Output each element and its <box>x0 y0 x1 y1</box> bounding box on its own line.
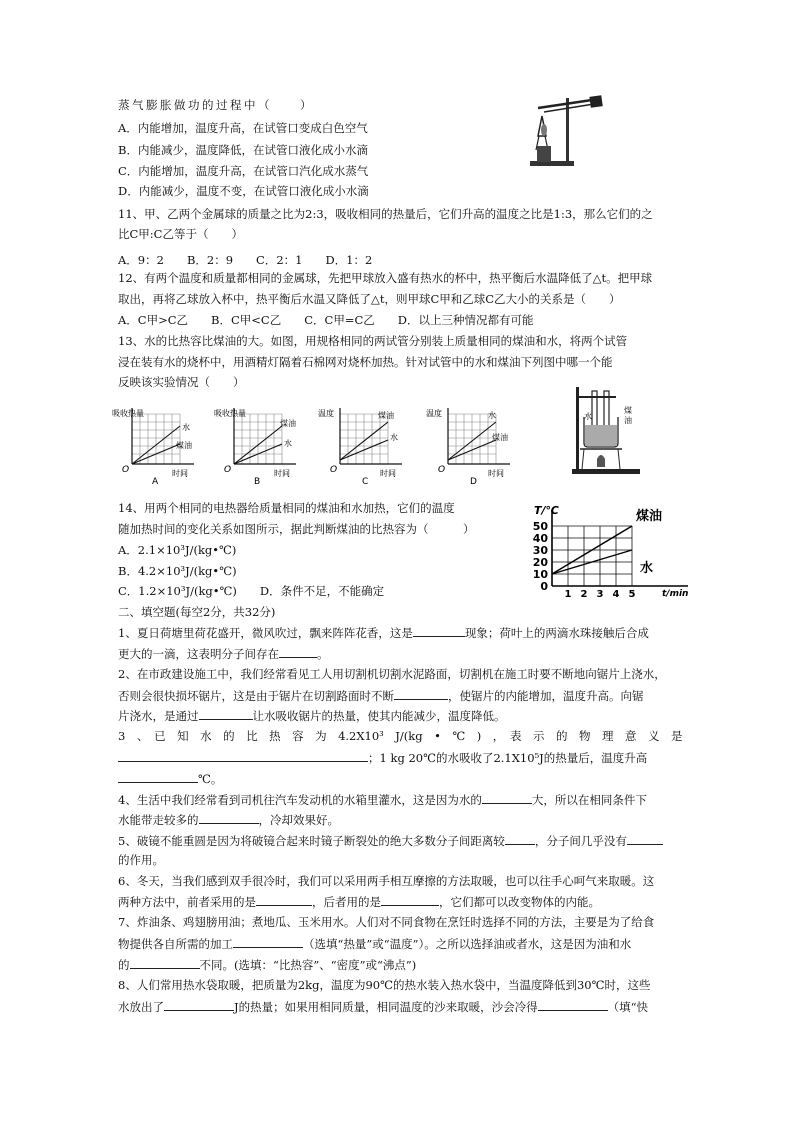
fill-q5-text-b: ，分子间几乎没有 <box>534 834 627 848</box>
q10-option-b: B．内能减少，温度降低，在试管口液化成小水滴 <box>118 143 368 157</box>
fill-q4-text-b: 大，所以在相同条件下 <box>531 793 647 807</box>
q14-option-b: B．4.2×10³J/(kg•℃) <box>118 564 237 578</box>
y-tick-label: 20 <box>532 556 548 569</box>
x-tick-label: 4 <box>612 589 620 600</box>
q13-b-xlabel: 时间 <box>274 469 290 478</box>
fill-q8-text-c: J的热量；如果用相同质量，相同温度的沙来取暖，沙会冷得 <box>234 1000 538 1014</box>
q13-b-lower: 水 <box>284 439 292 448</box>
q13-c-letter: C <box>362 477 369 484</box>
q12-line1: 12、有两个温度和质量都相同的金属球，先把甲球放入盛有热水的杯中，热平衡后水温降低了△t。把甲球 <box>118 271 653 285</box>
x-tick-label: 3 <box>596 589 604 600</box>
fill-q3-line3 <box>118 770 222 787</box>
fill-q4-line1 <box>118 791 647 808</box>
q11-options: A．9：2 B．2：9 C．2：1 D．1：2 <box>118 253 373 267</box>
q13-graph-d <box>426 404 516 484</box>
fill-q6-line1: 6、冬天，当我们感到双手很冷时，我们可以采用两手相互摩擦的方法取暖，也可以往手心呵气来取暖。这 <box>118 874 655 888</box>
fill-q4-blank-1[interactable] <box>482 791 532 804</box>
fill-q2-blank-1[interactable] <box>394 687 448 700</box>
fill-q1-line1 <box>118 624 649 641</box>
q13-a-upper: 水 <box>182 423 190 432</box>
fill-q5-line1 <box>118 832 663 849</box>
y-tick-label: 0 <box>540 580 548 593</box>
y-tick-label: 50 <box>532 520 548 533</box>
fill-q3-blank-1[interactable] <box>118 749 368 762</box>
fill-q1-text-c: 更大的一滴，这表明分子间存在 <box>118 647 279 661</box>
q14-line1: 14、用两个相同的电热器给质量相同的煤油和水加热，它们的温度 <box>118 501 455 515</box>
q13-c-upper: 煤油 <box>378 411 394 420</box>
fill-q8-line1: 8、人们常用热水袋取暖，把质量为2kg，温度为90℃的热水装入热水袋中，当温度降低到30℃时，这些 <box>118 978 651 992</box>
fill-q1-blank-2[interactable] <box>279 645 317 658</box>
chart-axes <box>552 510 688 586</box>
q13-line1: 13、水的比热容比煤油的大。如图，用规格相同的两试管分别装上质量相同的煤油和水，将两个试管 <box>118 334 628 348</box>
fill-q6-line2 <box>118 893 600 910</box>
q13-a-ylabel: 吸收热量 <box>112 409 144 418</box>
chart-ylabel: T/℃ <box>534 504 559 517</box>
fill-q2-line3 <box>118 707 506 724</box>
q10-option-d: D．内能减少，温度不变，在试管口液化成小水滴 <box>118 184 369 198</box>
x-tick-label: 2 <box>580 589 588 600</box>
fill-q3-blank-2[interactable] <box>118 770 198 783</box>
q13-apparatus-label-kerosene-1: 煤 <box>624 406 632 415</box>
q10-option-c: C．内能增加，温度升高，在试管口汽化成水蒸气 <box>118 164 369 178</box>
fill-q5-line2: 的作用。 <box>118 853 164 867</box>
fill-q4-blank-2[interactable] <box>199 811 259 824</box>
q13-d-letter: D <box>470 477 477 484</box>
q13-b-upper: 煤油 <box>280 419 296 428</box>
fill-q6-text-b: 两种方法中，前者采用的是 <box>118 895 256 909</box>
q14-option-c-d: C．1.2×10³J/(kg•℃) D．条件不足，不能确定 <box>118 584 385 598</box>
fill-q2-text-b: 否则会很快损坏锯片，这是由于锯片在切割路面时不断 <box>118 689 394 703</box>
fill-q6-blank-2[interactable] <box>381 893 439 906</box>
q13-line2: 浸在装有水的烧杯中，用酒精灯隔着石棉网对烧杯加热。针对试管中的水和煤油下列图中哪一个能 <box>118 355 613 369</box>
q13-apparatus-label-water: 水 <box>584 412 592 421</box>
fill-q3-text-c: ℃。 <box>198 772 223 786</box>
q12-line2: 取出，再将乙球放入杯中，热平衡后水温又降低了△t，则甲球C甲和乙球C乙大小的关系是（ ） <box>118 292 621 306</box>
fill-q7-line2 <box>118 935 631 952</box>
q14-option-a: A．2.1×10³J/(kg•℃) <box>118 543 237 557</box>
q13-graph-a <box>110 404 200 484</box>
fill-q3-line2 <box>118 749 647 766</box>
fill-q7-text-c: （选填“热量”或“温度”）。之所以选择油或者水，这是因为油和水 <box>303 937 632 951</box>
fill-q4-line2 <box>118 811 339 828</box>
q13-apparatus-label-kerosene-2: 油 <box>624 416 632 425</box>
fill-q2-line1: 2、在市政建设施工中，我们经常看见工人用切割机切割水泥路面，切割机在施工时要不断地向锯片上浇水， <box>118 667 666 681</box>
fill-q8-blank-2[interactable] <box>538 998 608 1011</box>
q13-a-lower: 煤油 <box>176 441 192 450</box>
y-tick-label: 30 <box>532 544 548 557</box>
q13-d-ylabel: 温度 <box>426 409 442 418</box>
q11-line1: 11、甲、乙两个金属球的质量之比为2:3，吸收相同的热量后，它们升高的温度之比是1:3，那么它们的之 <box>118 207 653 221</box>
fill-q5-text-a: 5、破镜不能重圆是因为将破镜合起来时镜子断裂处的绝大多数分子间距离较 <box>118 834 505 848</box>
q13-beaker-apparatus-figure <box>572 383 652 475</box>
q13-a-origin: O <box>122 465 130 475</box>
q13-b-letter: B <box>254 477 261 484</box>
fill-q5-blank-2[interactable] <box>627 832 663 845</box>
fill-q6-text-c: ，后者用的是 <box>312 895 381 909</box>
series-label: 水 <box>640 561 654 576</box>
fill-q1-text-a: 1、夏日荷塘里荷花盛开，微风吹过，飘来阵阵花香，这是 <box>118 626 413 640</box>
fill-q7-text-d: 的 <box>118 958 130 972</box>
fill-q6-text-d: ，它们都可以改变物体的内能。 <box>439 895 600 909</box>
fill-q2-blank-2[interactable] <box>199 707 253 720</box>
q13-d-xlabel: 时间 <box>488 469 504 478</box>
fill-q4-text-d: ，冷却效果好。 <box>258 813 339 827</box>
q13-graph-c <box>318 404 408 484</box>
chart-series <box>552 508 662 576</box>
chart-grid <box>552 526 632 586</box>
fill-q7-text-b: 物提供各自所需的加工 <box>118 937 233 951</box>
q11-line2: 比C甲:C乙等于（ ） <box>118 227 243 241</box>
fill-q2-text-c: ，使锯片的内能增加，温度升高。向锯 <box>448 689 644 703</box>
q10-stem: 蒸气膨胀做功的过程中（ ） <box>118 98 314 112</box>
section2-heading: 二、填空题(每空2分，共32分) <box>118 605 276 619</box>
q13-b-ylabel: 吸收热量 <box>214 409 246 418</box>
q13-d-lower: 煤油 <box>492 433 508 442</box>
fill-q8-line2 <box>118 998 648 1015</box>
fill-q1-blank-1[interactable] <box>413 624 465 637</box>
q14-line2: 随加热时间的变化关系如图所示，据此判断煤油的比热容为（ ） <box>118 522 475 536</box>
q13-graph-b <box>212 404 302 484</box>
y-tick-label: 10 <box>532 568 548 581</box>
fill-q7-text-e: 不同。(选填：“比热容”、“密度”或“沸点”) <box>199 958 417 972</box>
q13-c-xlabel: 时间 <box>380 469 396 478</box>
series-label: 煤油 <box>636 509 663 524</box>
fill-q5-blank-1[interactable] <box>505 832 535 845</box>
x-tick-label: 5 <box>628 589 636 600</box>
fill-q7-line3 <box>118 956 416 973</box>
fill-q7-line1: 7、炸油条、鸡翅膀用油；煮地瓜、玉米用水。人们对不同食物在烹饪时选择不同的方法，主要是为了给食 <box>118 915 655 929</box>
q10-option-a: A．内能增加，温度升高，在试管口变成白色空气 <box>118 121 368 135</box>
fill-q7-blank-1[interactable] <box>233 935 303 948</box>
x-tick-label: 1 <box>564 589 572 600</box>
fill-q8-text-d: （填“快 <box>607 1000 648 1014</box>
q13-a-letter: A <box>152 477 159 484</box>
fill-q7-blank-2[interactable] <box>130 956 200 969</box>
fill-q3-line1: 3 、 已 知 水 的 比 热 容 为 4.2X10³ J/(kg • ℃ ) ， 表 示 的 物 理 意 义 是 <box>118 729 683 743</box>
fill-q4-text-a: 4、生活中我们经常看到司机往汽车发动机的水箱里灌水，这是因为水的 <box>118 793 482 807</box>
fill-q4-text-c: 水能带走较多的 <box>118 813 199 827</box>
q13-b-origin: O <box>224 465 232 475</box>
q13-c-lower: 水 <box>390 433 398 442</box>
q13-d-upper: 水 <box>488 411 496 420</box>
q13-c-ylabel: 温度 <box>318 409 334 418</box>
q12-options: A．C甲>C乙 B．C甲<C乙 C．C甲=C乙 D．以上三种情况都有可能 <box>118 313 534 327</box>
fill-q6-blank-1[interactable] <box>256 893 312 906</box>
fill-q1-line2 <box>118 645 329 662</box>
q14-temperature-time-chart <box>512 500 702 602</box>
q13-line3: 反映该实验情况（ ） <box>118 375 245 389</box>
q13-d-origin: O <box>438 465 446 475</box>
chart-xlabel: t/min <box>662 589 689 599</box>
fill-q3-text-b: ；1 kg 20℃的水吸收了2.1X10⁵J的热量后，温度升高 <box>368 751 648 765</box>
fill-q8-blank-1[interactable] <box>164 998 234 1011</box>
q13-c-origin: O <box>330 465 338 475</box>
fill-q2-line2 <box>118 687 644 704</box>
steam-apparatus-figure <box>528 90 608 168</box>
y-tick-label: 40 <box>532 532 548 545</box>
fill-q2-text-e: 让水吸收锯片的热量，使其内能减少，温度降低。 <box>252 709 506 723</box>
fill-q1-text-d: 。 <box>317 647 329 661</box>
fill-q2-text-d: 片浇水，是通过 <box>118 709 199 723</box>
fill-q8-text-b: 水放出了 <box>118 1000 164 1014</box>
q13-a-xlabel: 时间 <box>172 469 188 478</box>
fill-q1-text-b: 现象；荷叶上的两滴水珠接触后合成 <box>464 626 649 640</box>
